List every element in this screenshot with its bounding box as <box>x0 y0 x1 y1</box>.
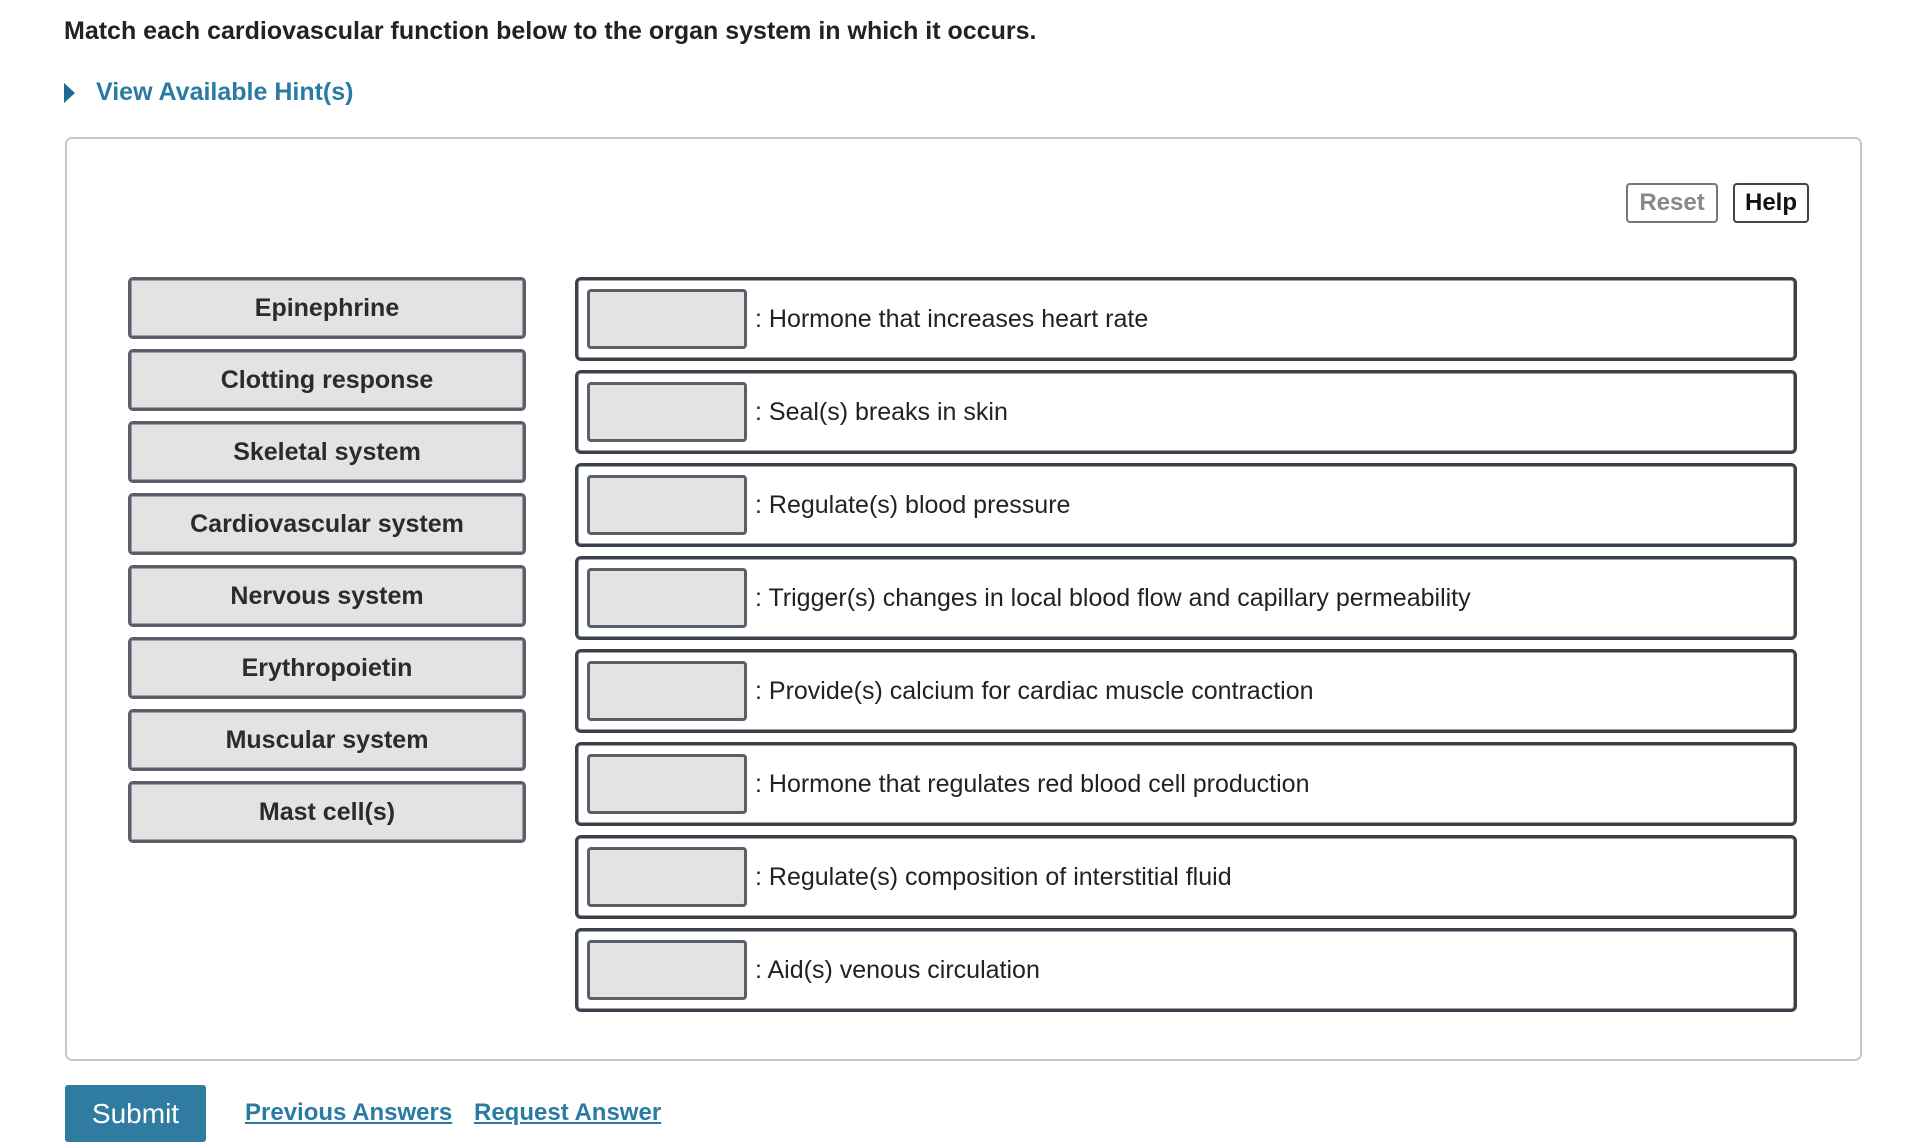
caret-right-icon <box>64 83 75 103</box>
request-answer-link[interactable]: Request Answer <box>474 1099 662 1126</box>
answer-tile-skeletal-system[interactable]: Skeletal system <box>128 421 526 483</box>
target-description: : Aid(s) venous circulation <box>755 955 1040 984</box>
submit-button[interactable]: Submit <box>65 1085 206 1142</box>
answer-tile-mast-cells[interactable]: Mast cell(s) <box>128 781 526 843</box>
reset-button[interactable]: Reset <box>1626 183 1718 223</box>
target-row <box>575 742 1797 826</box>
target-row <box>575 463 1797 547</box>
target-row <box>575 370 1797 454</box>
matching-panel <box>65 137 1862 1061</box>
target-description: : Hormone that increases heart rate <box>755 304 1149 333</box>
view-hints-toggle[interactable] <box>64 78 353 107</box>
answer-tile-epinephrine[interactable]: Epinephrine <box>128 277 526 339</box>
view-hints-label: View Available Hint(s) <box>96 78 354 106</box>
target-description: : Trigger(s) changes in local blood flow and capillary permeability <box>755 583 1471 612</box>
answer-tile-erythropoietin[interactable]: Erythropoietin <box>128 637 526 699</box>
answer-bank <box>128 277 526 853</box>
drop-slot[interactable] <box>587 568 747 628</box>
question-prompt: Match each cardiovascular function below to the organ system in which it occurs. <box>64 17 1037 45</box>
answer-tile-clotting-response[interactable]: Clotting response <box>128 349 526 411</box>
target-row <box>575 928 1797 1012</box>
target-description: : Seal(s) breaks in skin <box>755 397 1008 426</box>
drop-slot[interactable] <box>587 475 747 535</box>
drop-slot[interactable] <box>587 382 747 442</box>
target-row <box>575 835 1797 919</box>
target-row <box>575 649 1797 733</box>
answer-tile-cardiovascular-system[interactable]: Cardiovascular system <box>128 493 526 555</box>
target-row <box>575 556 1797 640</box>
target-description: : Regulate(s) composition of interstitial fluid <box>755 862 1232 891</box>
drop-slot[interactable] <box>587 754 747 814</box>
target-description: : Regulate(s) blood pressure <box>755 490 1071 519</box>
target-row <box>575 277 1797 361</box>
drop-slot[interactable] <box>587 661 747 721</box>
drop-slot[interactable] <box>587 289 747 349</box>
target-list <box>575 277 1797 1021</box>
previous-answers-link[interactable]: Previous Answers <box>245 1099 453 1126</box>
drop-slot[interactable] <box>587 847 747 907</box>
answer-tile-nervous-system[interactable]: Nervous system <box>128 565 526 627</box>
help-button[interactable]: Help <box>1733 183 1809 223</box>
target-description: : Provide(s) calcium for cardiac muscle contraction <box>755 676 1314 705</box>
target-description: : Hormone that regulates red blood cell production <box>755 769 1310 798</box>
answer-tile-muscular-system[interactable]: Muscular system <box>128 709 526 771</box>
drop-slot[interactable] <box>587 940 747 1000</box>
